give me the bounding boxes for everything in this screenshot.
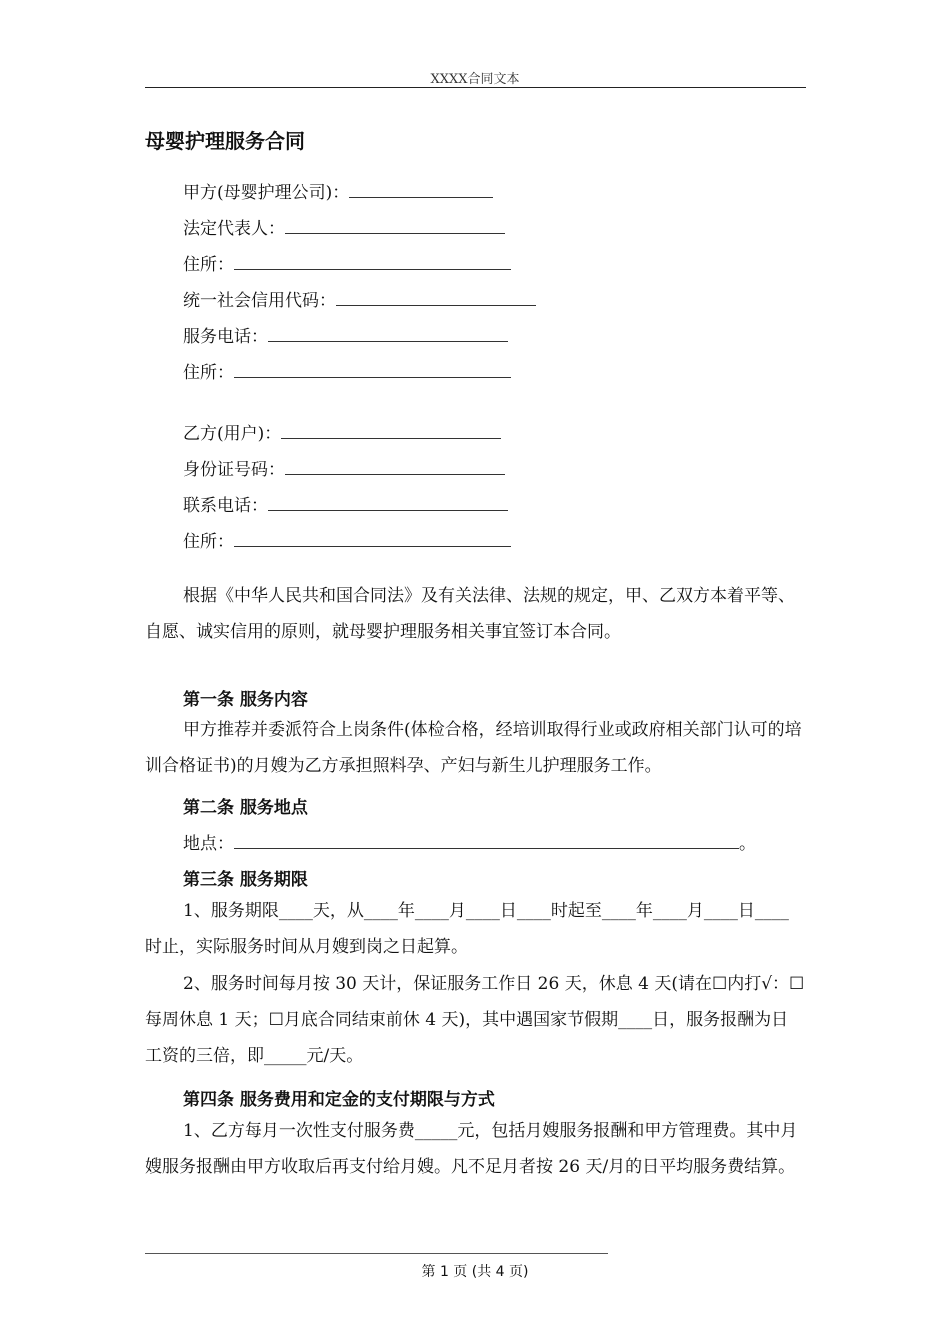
article-1-body [145, 712, 805, 784]
article-2-heading: 第二条 服务地点 [183, 798, 308, 818]
article-1-text: 甲方推荐并委派符合上岗条件(体检合格，经培训取得行业或政府相关部门认可的培训合格证书)的月嫂为乙方承担照料孕、产妇与新生儿护理服务工作。 [145, 720, 802, 776]
header-rule [145, 87, 806, 88]
article-4-text-1: 1、乙方每月一次性支付服务费_____元，包括月嫂服务报酬和甲方管理费。其中月嫂服务报酬由甲方收取后再支付给月嫂。凡不足月者按 26 天/月的日平均服务费结算。 [145, 1121, 798, 1177]
service-location-field [183, 829, 756, 854]
field-label: 甲方(母婴护理公司)： [183, 183, 350, 203]
party-a-address-field [183, 250, 511, 275]
field-label: 联系电话： [183, 496, 268, 516]
party-b-address-field [183, 527, 511, 552]
blank-line [234, 529, 511, 547]
party-b-phone-field [183, 491, 508, 516]
field-label: 地点： [183, 834, 234, 854]
party-a-phone-field [183, 322, 508, 347]
field-label: 乙方(用户)： [183, 424, 282, 444]
article-3-paragraph-2 [145, 966, 805, 1074]
blank-line [285, 216, 505, 234]
blank-line [234, 831, 739, 849]
intro-text: 根据《中华人民共和国合同法》及有关法律、法规的规定，甲、乙双方本着平等、自愿、诚实信用的原则，就母婴护理服务相关事宜签订本合同。 [145, 586, 795, 642]
article-3-heading: 第三条 服务期限 [183, 870, 308, 890]
article-3-text-2: 2、服务时间每月按 30 天计，保证服务工作日 26 天，休息 4 天(请在☐内打√：☐每周休息 1 天；☐月底合同结束前休 4 天)，其中遇国家节假期____日，服务报酬为日工资的三倍，即_____元/天。 [145, 974, 805, 1066]
document-title: 母婴护理服务合同 [145, 129, 305, 153]
page-header: XXXX合同文本 [430, 72, 520, 87]
article-4-paragraph-1 [145, 1113, 805, 1185]
blank-line [268, 324, 508, 342]
party-b-name-field [183, 419, 501, 444]
blank-line [234, 360, 511, 378]
field-label: 身份证号码： [183, 460, 285, 480]
field-label: 住所： [183, 255, 234, 275]
party-b-id-field [183, 455, 505, 480]
field-label: 服务电话： [183, 327, 268, 347]
blank-line [349, 180, 493, 198]
field-label: 住所： [183, 363, 234, 383]
intro-paragraph [145, 578, 805, 650]
period-mark: 。 [739, 834, 756, 854]
article-4-heading: 第四条 服务费用和定金的支付期限与方式 [183, 1090, 495, 1110]
party-a-credit-code-field [183, 286, 536, 311]
field-label: 法定代表人： [183, 219, 285, 239]
field-label: 住所： [183, 532, 234, 552]
party-a-name-field [183, 178, 493, 203]
field-label: 统一社会信用代码： [183, 291, 336, 311]
footer-rule [145, 1253, 608, 1254]
page-number: 第 1 页 (共 4 页) [421, 1264, 529, 1280]
blank-line [336, 288, 536, 306]
blank-line [285, 457, 505, 475]
party-a-address2-field [183, 358, 511, 383]
article-3-text-1: 1、服务期限____天，从____年____月____日____时起至____年____月____日____时止，实际服务时间从月嫂到岗之日起算。 [145, 901, 789, 957]
blank-line [234, 252, 511, 270]
blank-line [268, 493, 508, 511]
article-1-heading: 第一条 服务内容 [183, 690, 308, 710]
blank-line [281, 421, 501, 439]
article-3-paragraph-1 [145, 893, 805, 965]
party-a-rep-field [183, 214, 505, 239]
